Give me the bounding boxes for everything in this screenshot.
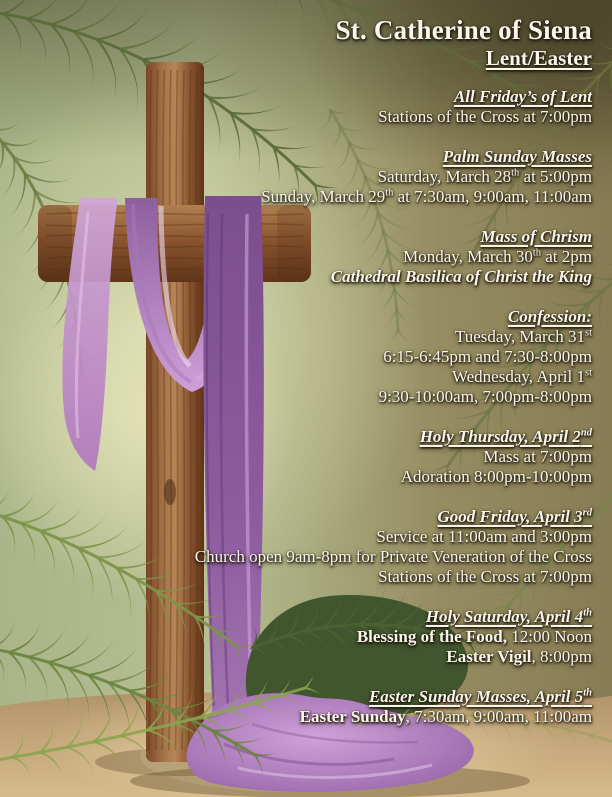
schedule-line: Sunday, March 29th at 7:30am, 9:00am, 11:00am [261, 187, 592, 206]
schedule-line: Stations of the Cross at 7:00pm [378, 567, 592, 586]
schedule-line: Cathedral Basilica of Christ the King [330, 267, 592, 286]
schedule-line: Mass at 7:00pm [483, 447, 592, 466]
schedule-text [6, 14, 592, 747]
section-header: All Friday’s of Lent [453, 87, 592, 106]
schedule-section [6, 227, 592, 287]
schedule-section [6, 147, 592, 207]
schedule-line: Tuesday, March 31st [454, 327, 592, 346]
schedule-section [6, 427, 592, 487]
schedule-section [6, 307, 592, 407]
schedule-sections [6, 87, 592, 727]
section-header: Palm Sunday Masses [442, 147, 592, 166]
schedule-line: Service at 11:00am and 3:00pm [376, 527, 592, 546]
schedule-line: Easter Sunday, 7:30am, 9:00am, 11:00am [299, 707, 592, 726]
schedule-section [6, 507, 592, 587]
page-subtitle: Lent/Easter [485, 46, 592, 70]
section-header: Good Friday, April 3rd [437, 507, 592, 526]
section-header: Holy Saturday, April 4th [425, 607, 592, 626]
schedule-line: Blessing of the Food, 12:00 Noon [356, 627, 592, 646]
schedule-section [6, 607, 592, 667]
schedule-line: 6:15-6:45pm and 7:30-8:00pm [383, 347, 592, 366]
schedule-line: Church open 9am-8pm for Private Veneration of the Cross [194, 547, 592, 566]
schedule-line: Easter Vigil, 8:00pm [446, 647, 592, 666]
schedule-line: 9:30-10:00am, 7:00pm-8:00pm [378, 387, 592, 406]
schedule-line: Adoration 8:00pm-10:00pm [400, 467, 592, 486]
section-header: Easter Sunday Masses, April 5th [368, 687, 592, 706]
schedule-line: Saturday, March 28th at 5:00pm [377, 167, 592, 186]
schedule-line: Stations of the Cross at 7:00pm [378, 107, 592, 126]
schedule-line: Wednesday, April 1st [451, 367, 592, 386]
section-header: Mass of Chrism [480, 227, 592, 246]
schedule-line: Monday, March 30th at 2pm [403, 247, 592, 266]
schedule-section [6, 87, 592, 127]
section-header: Holy Thursday, April 2nd [419, 427, 592, 446]
schedule-section [6, 687, 592, 727]
section-header: Confession: [507, 307, 592, 326]
page-title: St. Catherine of Siena [335, 15, 592, 45]
